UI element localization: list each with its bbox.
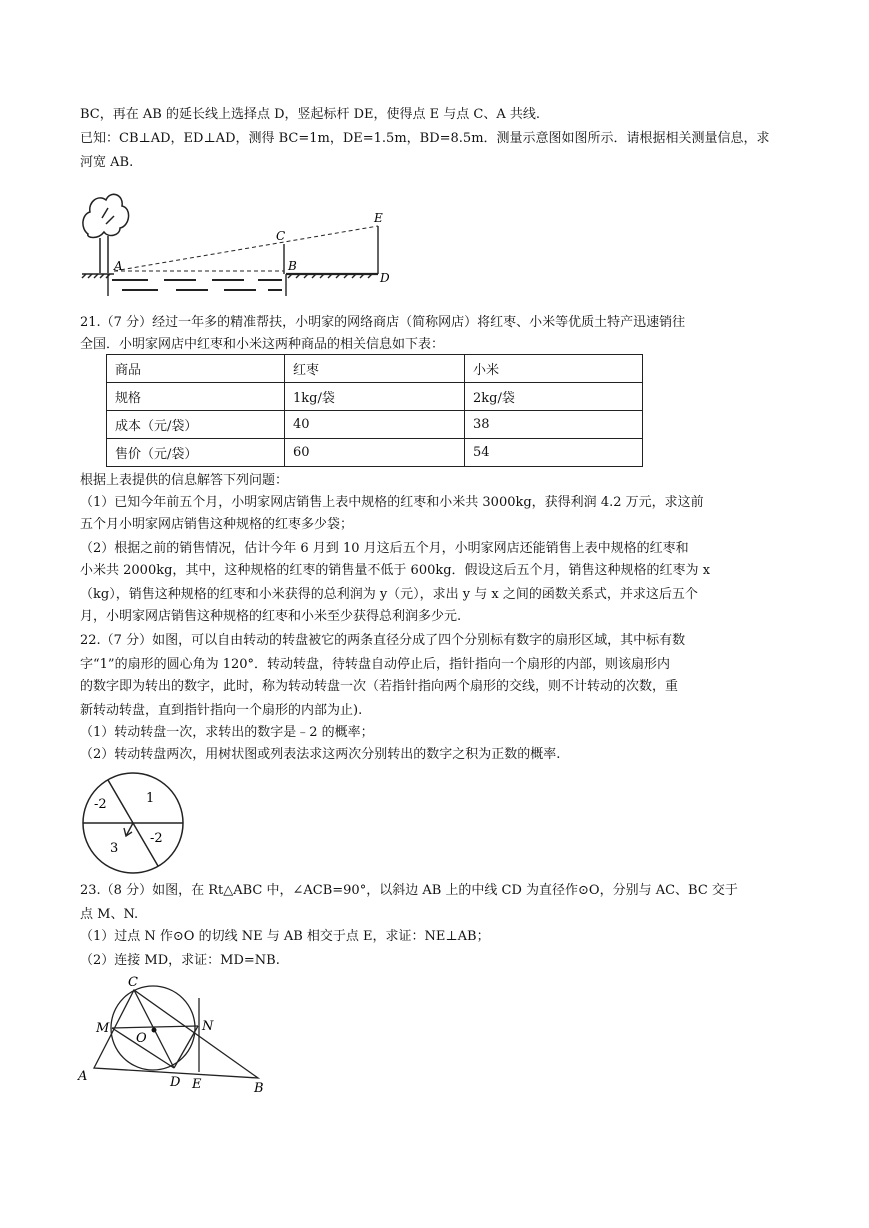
spinner-sector-neg2-left: -2 [94, 797, 107, 812]
q20-line-2: 已知：CB⊥AD，ED⊥AD，测得 BC=1m，DE=1.5m，BD=8.5m．测量示意图如图所示．请根据相关测量信息，求 [80, 131, 770, 146]
table-row [107, 439, 643, 467]
q23-line-2: 点 M、N. [80, 907, 139, 922]
q21-after-line-7: 月，小明家网店销售这种规格的红枣和小米至少获得总利润多少元. [80, 609, 462, 624]
spinner-figure [74, 772, 194, 876]
table-cell: 1kg/袋 [285, 383, 465, 411]
q21-after-line-3: 五个月小明家网店销售这种规格的红枣多少袋； [80, 517, 354, 532]
table-cell: 40 [285, 411, 465, 439]
table-cell: 商品 [107, 355, 285, 383]
label-d: D [380, 271, 390, 285]
label-e: E [192, 1077, 202, 1092]
table-cell: 54 [465, 439, 643, 467]
q21-after-line-5: 小米共 2000kg，其中，这种规格的红枣的销售量不低于 600kg．假设这后五个月，销售这种规格的红枣为 x [80, 563, 711, 578]
table-cell: 规格 [107, 383, 285, 411]
label-n: N [202, 1019, 214, 1034]
table-row [107, 355, 643, 383]
q21-intro-line-2: 全国．小明家网店中红枣和小米这两种商品的相关信息如下表： [80, 337, 445, 352]
spinner-sector-neg2-right: -2 [150, 831, 163, 846]
q21-intro-line-1: 21.（7 分）经过一年多的精准帮扶，小明家的网络商店（简称网店）将红枣、小米等优质土特产迅速销往 [80, 315, 686, 330]
spinner-sector-3: 3 [110, 841, 119, 856]
label-b: B [254, 1081, 264, 1096]
table-cell: 60 [285, 439, 465, 467]
q20-line-1: BC，再在 AB 的延长线上选择点 D，竖起标杆 DE，使得点 E 与点 C、A 共线. [80, 107, 541, 122]
label-e: E [374, 211, 383, 225]
q23-line-1: 23.（8 分）如图，在 Rt△ABC 中，∠ACB=90°，以斜边 AB 上的中线 CD 为直径作⊙O，分别与 AC、BC 交于 [80, 883, 738, 898]
label-m: M [96, 1021, 110, 1036]
table-row [107, 411, 643, 439]
q22-line-1: 22.（7 分）如图，可以自由转动的转盘被它的两条直径分成了四个分别标有数字的扇形区域，其中标有数 [80, 633, 686, 648]
circle-triangle-figure [74, 972, 274, 1098]
label-o: O [136, 1031, 147, 1046]
q21-after-line-4: （2）根据之前的销售情况，估计今年 6 月到 10 月这后五个月，小明家网店还能销售上表中规格的红枣和 [80, 541, 689, 556]
q22-line-6: （2）转动转盘两次，用树状图或列表法求这两次分别转出的数字之积为正数的概率. [80, 747, 561, 762]
q23-line-3: （1）过点 N 作⊙O 的切线 NE 与 AB 相交于点 E，求证：NE⊥AB； [80, 929, 490, 944]
q20-line-3: 河宽 AB. [80, 155, 134, 170]
table-cell: 售价（元/袋） [107, 439, 285, 467]
label-c: C [276, 229, 286, 243]
product-info-table [106, 354, 643, 467]
q21-after-line-1: 根据上表提供的信息解答下列问题： [80, 473, 289, 488]
table-cell: 小米 [465, 355, 643, 383]
table-row [107, 383, 643, 411]
table-cell: 2kg/袋 [465, 383, 643, 411]
label-a: A [78, 1069, 88, 1084]
label-a: A [114, 259, 123, 273]
q22-line-2: 字“1”的扇形的圆心角为 120°．转动转盘，待转盘自动停止后，指针指向一个扇形的内部，则该扇形内 [80, 657, 671, 672]
q21-after-line-6: （kg），销售这种规格的红枣和小米获得的总利润为 y（元），求出 y 与 x 之间的函数关系式，并求这后五个 [80, 587, 698, 602]
table-cell: 38 [465, 411, 643, 439]
river-measurement-figure [78, 178, 408, 298]
table-cell: 成本（元/袋） [107, 411, 285, 439]
label-c: C [128, 975, 138, 990]
table-cell: 红枣 [285, 355, 465, 383]
spinner-sector-1: 1 [146, 791, 155, 806]
q21-after-line-2: （1）已知今年前五个月，小明家网店销售上表中规格的红枣和小米共 3000kg，获得利润 4.2 万元，求这前 [80, 495, 704, 510]
q23-line-4: （2）连接 MD，求证：MD=NB. [80, 953, 280, 968]
label-d: D [170, 1075, 181, 1090]
label-b: B [288, 259, 297, 273]
q22-line-3: 的数字即为转出的数字，此时，称为转动转盘一次（若指针指向两个扇形的交线，则不计转动的次数，重 [80, 679, 679, 694]
q22-line-4: 新转动转盘，直到指针指向一个扇形的内部为止). [80, 703, 363, 718]
pointer-arrow-icon [124, 823, 133, 836]
q22-line-5: （1）转动转盘一次，求转出的数字是﹣2 的概率； [80, 725, 374, 740]
